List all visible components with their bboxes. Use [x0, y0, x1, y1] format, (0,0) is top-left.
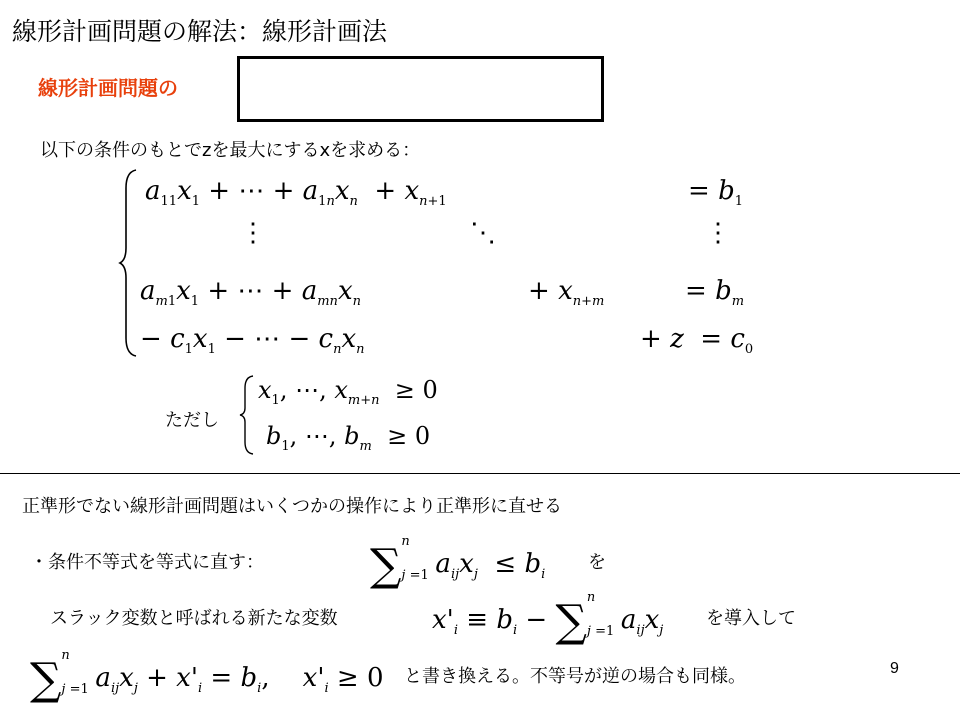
equation-row-m-slack: + $x_{n+m}$	[528, 276, 605, 309]
constraint-b: $b_1$, ⋯, $b_m \ge 0$	[266, 422, 431, 454]
wo-text: を	[588, 552, 606, 573]
objective-row-rhs: + $z = c_0$	[640, 324, 754, 357]
equation-row-1-rhs: = $b_1$	[688, 176, 743, 209]
objective-row: − $c_1x_1$ − ⋯ − $c_nx_n$	[140, 324, 365, 357]
intro-text: 正準形でない線形計画問題はいくつかの操作により正準形に直せる	[22, 496, 562, 517]
bullet-text: ・条件不等式を等式に直す：	[30, 552, 264, 573]
introduce-text: を導入して	[706, 608, 796, 629]
divider-line	[0, 473, 960, 474]
page-title: 線形計画問題の解法：線形計画法	[12, 17, 388, 46]
inequality-formula: ∑ n j =1 $a_{ij}x_j \le b_i$	[370, 534, 546, 591]
vdots-right: ⋮	[705, 218, 731, 248]
slack-formula: $x'_i \equiv b_i$ − ∑ n j =1 $a_{ij}x_j$	[432, 590, 664, 647]
rewrite-text: と書き換える。不等号が逆の場合も同様。	[404, 666, 746, 687]
constraint-x: $x_1$, ⋯, $x_{m+n} \ge 0$	[258, 376, 438, 408]
system-brace	[118, 168, 140, 358]
condition-text: 以下の条件のもとでzを最大にするxを求める：	[40, 140, 421, 161]
equation-row-m-rhs: = $b_m$	[685, 276, 745, 309]
slack-text: スラック変数と呼ばれる新たな変数	[50, 608, 338, 629]
blank-answer-box	[237, 56, 604, 122]
vdots-left: ⋮	[240, 218, 266, 248]
equality-formula: ∑ n j =1 $a_{ij}x_j + x'_i = b_i$, $x'_i \ge 0$	[30, 648, 384, 705]
section-label: 線形計画問題の	[38, 76, 178, 100]
page-number: 9	[890, 660, 899, 677]
equation-row-1: $a_{11}x_1$ + ⋯ + $a_{1n}x_n + x_{n+1}$	[145, 176, 447, 209]
equation-row-m: $a_{m1}x_1$ + ⋯ + $a_{mn}x_n$	[140, 276, 361, 309]
ddots-middle: ⋱	[470, 218, 496, 248]
tadashi-label: ただし	[165, 410, 219, 431]
constraint-brace	[238, 374, 256, 456]
